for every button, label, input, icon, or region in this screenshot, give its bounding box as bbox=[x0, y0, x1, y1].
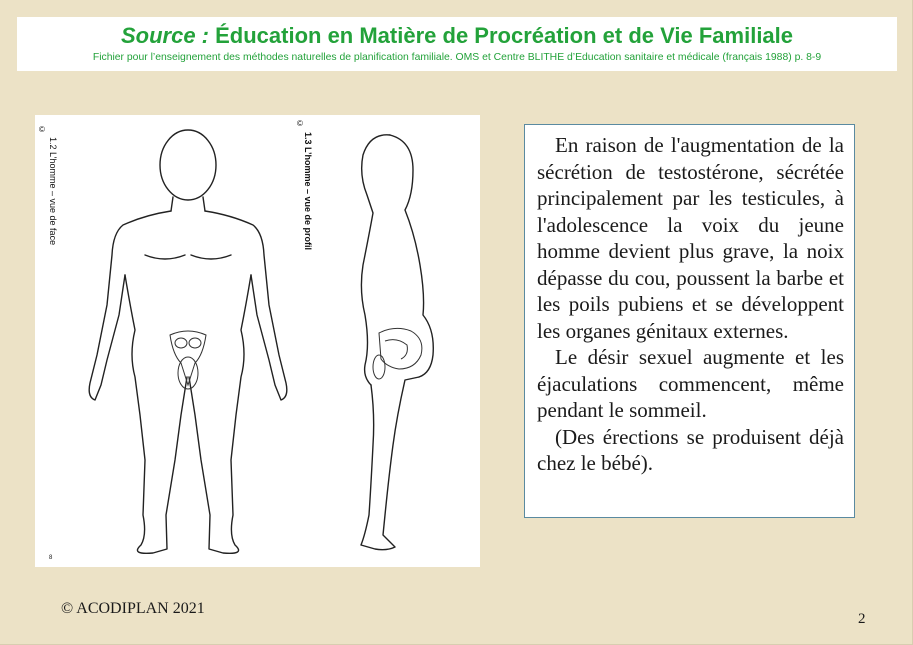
header-subtitle: Fichier pour l’enseignement des méthodes naturelles de planification familiale. OMS et Centre BLITHE d’Education sanitaire et médicale (français 1988) p. 8-9 bbox=[92, 52, 822, 63]
front-view-body bbox=[89, 130, 287, 553]
profile-view-body bbox=[361, 135, 433, 550]
source-label: Source : bbox=[120, 23, 209, 48]
title-text: Éducation en Matière de Procréation et de Vie Familiale bbox=[215, 23, 794, 48]
copyright-mark-front: © bbox=[39, 125, 45, 134]
page-number: 2 bbox=[858, 611, 866, 627]
header-title bbox=[17, 23, 897, 49]
explanation-textbox bbox=[524, 124, 855, 518]
male-body-drawings bbox=[35, 115, 480, 567]
paragraph-desire: Le désir sexuel augmente et les éjaculations commencent, même pendant le sommeil. bbox=[537, 345, 844, 422]
copyright-mark-profile: © bbox=[297, 119, 303, 128]
paragraph-erections: (Des érections se produisent déjà chez le bébé). bbox=[537, 424, 844, 475]
caption-profile-view: 1.3 L’homme – vue de profil bbox=[303, 132, 313, 251]
source-header bbox=[17, 17, 897, 71]
footer-copyright: © ACODIPLAN 2021 bbox=[61, 600, 205, 617]
paragraph-testosterone: En raison de l'augmentation de la sécrétion de testostérone, sécrétée principalement par les testicules, à l'adolescence la voix du jeune homme devient plus grave, la noix dépasse du cou, poussent la barbe et les poils pubiens et se développent les organes génitaux externes. bbox=[537, 133, 844, 343]
anatomy-figure bbox=[35, 115, 480, 567]
figure-page-mark: 8 bbox=[49, 555, 53, 561]
caption-front-view: 1.2 L’homme – vue de face bbox=[48, 137, 58, 246]
